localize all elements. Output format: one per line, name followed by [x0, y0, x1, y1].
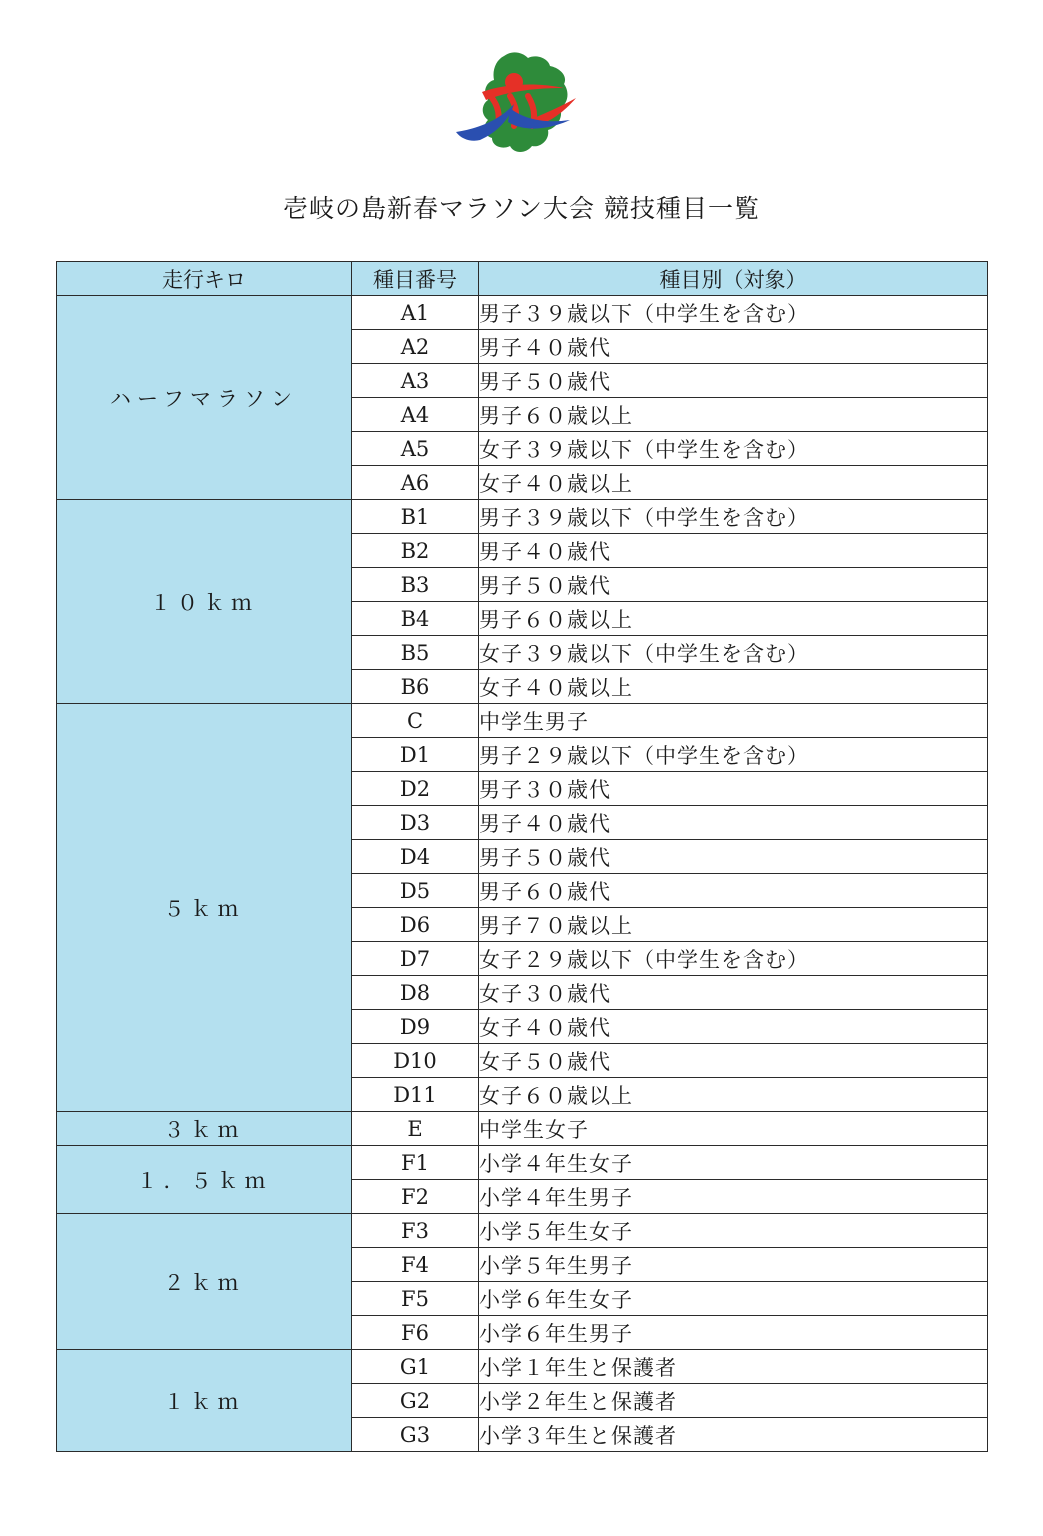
distance-cell: １０ｋｍ: [57, 500, 352, 704]
event-code-cell: E: [352, 1112, 479, 1146]
event-category-cell: 小学５年生女子: [479, 1214, 988, 1248]
event-code-cell: G2: [352, 1384, 479, 1418]
event-code-cell: A3: [352, 364, 479, 398]
event-category-cell: 男子４０歳代: [479, 330, 988, 364]
event-category-cell: 小学１年生と保護者: [479, 1350, 988, 1384]
distance-cell: ２ｋｍ: [57, 1214, 352, 1350]
event-category-cell: 小学３年生と保護者: [479, 1418, 988, 1452]
header-event-number: 種目番号: [352, 262, 479, 296]
event-category-cell: 小学４年生女子: [479, 1146, 988, 1180]
header-distance: 走行キロ: [57, 262, 352, 296]
event-code-cell: D8: [352, 976, 479, 1010]
event-code-cell: B2: [352, 534, 479, 568]
table-row: [57, 704, 988, 738]
event-code-cell: A4: [352, 398, 479, 432]
event-code-cell: D7: [352, 942, 479, 976]
event-category-cell: 男子５０歳代: [479, 840, 988, 874]
header-event-category: 種目別（対象）: [479, 262, 988, 296]
event-category-cell: 男子６０歳以上: [479, 398, 988, 432]
event-category-cell: 女子６０歳以上: [479, 1078, 988, 1112]
events-table-body: [57, 296, 988, 1452]
event-code-cell: F4: [352, 1248, 479, 1282]
event-code-cell: B3: [352, 568, 479, 602]
event-code-cell: F6: [352, 1316, 479, 1350]
event-code-cell: A5: [352, 432, 479, 466]
event-category-cell: 小学５年生男子: [479, 1248, 988, 1282]
event-code-cell: B6: [352, 670, 479, 704]
event-category-cell: 男子４０歳代: [479, 806, 988, 840]
event-category-cell: 男子７０歳以上: [479, 908, 988, 942]
distance-cell: １ｋｍ: [57, 1350, 352, 1452]
distance-cell: ５ｋｍ: [57, 704, 352, 1112]
event-category-cell: 女子２９歳以下（中学生を含む）: [479, 942, 988, 976]
event-code-cell: F1: [352, 1146, 479, 1180]
event-category-cell: 中学生男子: [479, 704, 988, 738]
event-code-cell: F2: [352, 1180, 479, 1214]
table-row: [57, 1350, 988, 1384]
table-row: [57, 1214, 988, 1248]
event-category-cell: 男子２９歳以下（中学生を含む）: [479, 738, 988, 772]
iki-island-marathon-logo-icon: [452, 48, 584, 158]
table-row: [57, 500, 988, 534]
header-row: [57, 262, 988, 296]
event-category-cell: 男子６０歳以上: [479, 602, 988, 636]
event-category-cell: 男子３９歳以下（中学生を含む）: [479, 296, 988, 330]
event-code-cell: A2: [352, 330, 479, 364]
event-category-cell: 男子５０歳代: [479, 568, 988, 602]
page-title: 壱岐の島新春マラソン大会 競技種目一覧: [283, 194, 760, 223]
event-code-cell: B5: [352, 636, 479, 670]
event-category-cell: 女子５０歳代: [479, 1044, 988, 1078]
event-category-cell: 女子４０歳以上: [479, 670, 988, 704]
event-code-cell: D10: [352, 1044, 479, 1078]
event-category-cell: 小学２年生と保護者: [479, 1384, 988, 1418]
event-code-cell: F5: [352, 1282, 479, 1316]
table-row: [57, 1146, 988, 1180]
event-code-cell: D9: [352, 1010, 479, 1044]
event-category-cell: 男子６０歳代: [479, 874, 988, 908]
event-code-cell: G3: [352, 1418, 479, 1452]
event-category-cell: 女子３０歳代: [479, 976, 988, 1010]
event-code-cell: G1: [352, 1350, 479, 1384]
event-code-cell: D2: [352, 772, 479, 806]
event-category-cell: 男子５０歳代: [479, 364, 988, 398]
event-category-cell: 男子３９歳以下（中学生を含む）: [479, 500, 988, 534]
event-code-cell: A1: [352, 296, 479, 330]
distance-cell: ハーフマラソン: [57, 296, 352, 500]
event-category-cell: 中学生女子: [479, 1112, 988, 1146]
event-code-cell: F3: [352, 1214, 479, 1248]
event-code-cell: D1: [352, 738, 479, 772]
event-category-cell: 男子３０歳代: [479, 772, 988, 806]
event-category-cell: 女子４０歳以上: [479, 466, 988, 500]
distance-cell: ３ｋｍ: [57, 1112, 352, 1146]
event-category-cell: 女子４０歳代: [479, 1010, 988, 1044]
event-code-cell: C: [352, 704, 479, 738]
table-row: [57, 296, 988, 330]
event-code-cell: B4: [352, 602, 479, 636]
distance-cell: １．５ｋｍ: [57, 1146, 352, 1214]
event-code-cell: D11: [352, 1078, 479, 1112]
table-row: [57, 1112, 988, 1146]
event-code-cell: A6: [352, 466, 479, 500]
event-code-cell: D3: [352, 806, 479, 840]
event-code-cell: D4: [352, 840, 479, 874]
event-category-cell: 小学６年生男子: [479, 1316, 988, 1350]
event-code-cell: D5: [352, 874, 479, 908]
event-code-cell: D6: [352, 908, 479, 942]
event-category-cell: 女子３９歳以下（中学生を含む）: [479, 432, 988, 466]
event-category-cell: 小学６年生女子: [479, 1282, 988, 1316]
event-category-cell: 小学４年生男子: [479, 1180, 988, 1214]
event-category-cell: 女子３９歳以下（中学生を含む）: [479, 636, 988, 670]
events-table: [56, 261, 988, 1452]
event-code-cell: B1: [352, 500, 479, 534]
event-category-cell: 男子４０歳代: [479, 534, 988, 568]
